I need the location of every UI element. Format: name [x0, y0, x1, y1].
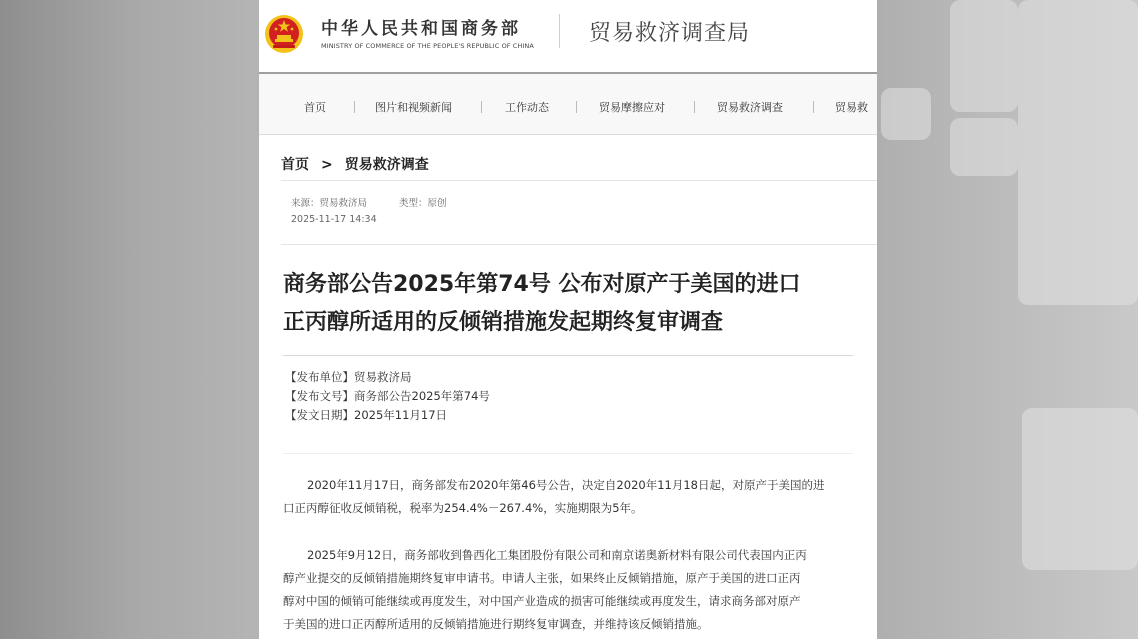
article-title-line: 商务部公告2025年第74号 公布对原产于美国的进口 [283, 272, 801, 297]
article-title-line: 正丙醇所适用的反倾销措施发起期终复审调查 [283, 310, 724, 335]
breadcrumb-divider [281, 180, 877, 181]
ministry-name: 中华人民共和国商务部 [321, 19, 521, 39]
bureau-name: 贸易救济调查局 [589, 21, 751, 46]
paragraph-line: 2025年9月12日，商务部收到鲁西化工集团股份有限公司和南京诺奥新材料有限公司代表国内正丙 [307, 548, 807, 562]
info-divider [283, 453, 853, 454]
main-navigation [259, 74, 877, 135]
article-source: 来源：贸易救济局 [291, 198, 368, 209]
background-tile [1022, 408, 1138, 570]
nav-item-photo-video-news[interactable]: 图片和视频新闻 [375, 101, 452, 114]
nav-separator [694, 101, 695, 113]
breadcrumb-current[interactable]: 贸易救济调查 [344, 157, 429, 173]
nav-item-trade-friction-response[interactable]: 贸易摩擦应对 [599, 101, 665, 114]
meta-divider [281, 244, 877, 245]
info-document-number: 【发布文号】商务部公告2025年第74号 [285, 389, 490, 403]
nav-item-trade-remedy-truncated[interactable]: 贸易救 [835, 101, 868, 114]
paragraph-line: 于美国的进口正丙醇所适用的反倾销措施进行期终复审调查，并维持该反倾销措施。 [283, 617, 709, 631]
info-issue-date: 【发文日期】2025年11月17日 [285, 408, 448, 422]
ministry-english-name: MINISTRY OF COMMERCE OF THE PEOPLE'S REPUBLIC OF CHINA [321, 42, 534, 50]
breadcrumb [281, 154, 429, 174]
national-emblem-icon [263, 12, 305, 56]
paragraph-line: 醇产业提交的反倾销措施期终复审申请书。申请人主张，如果终止反倾销措施，原产于美国的进口正丙 [283, 571, 801, 585]
article-type: 类型：原创 [399, 198, 447, 209]
background-tile [881, 88, 931, 140]
article-title [283, 266, 863, 342]
paragraph-line: 口正丙醇征收反倾销税，税率为254.4%－267.4%，实施期限为5年。 [283, 501, 643, 515]
nav-item-work-updates[interactable]: 工作动态 [505, 101, 549, 114]
nav-item-home[interactable]: 首页 [304, 101, 326, 114]
article-datetime: 2025-11-17 14:34 [291, 214, 377, 225]
article-paragraph [283, 544, 858, 636]
nav-separator [481, 101, 482, 113]
header-divider [559, 14, 560, 48]
nav-item-trade-remedy-investigation[interactable]: 贸易救济调查 [717, 101, 783, 114]
nav-separator [354, 101, 355, 113]
nav-separator [813, 101, 814, 113]
article-paragraph [283, 474, 858, 520]
breadcrumb-separator: > [321, 157, 333, 173]
breadcrumb-home[interactable]: 首页 [281, 157, 309, 173]
site-header [259, 0, 877, 74]
info-publisher: 【发布单位】贸易救济局 [285, 370, 412, 384]
nav-separator [576, 101, 577, 113]
webpage [259, 0, 877, 639]
background-tile [950, 0, 1018, 112]
title-divider [283, 355, 853, 356]
background-tile [1018, 0, 1138, 305]
paragraph-line: 2020年11月17日，商务部发布2020年第46号公告，决定自2020年11月18日起，对原产于美国的进 [307, 478, 825, 492]
background-tile [950, 118, 1018, 176]
paragraph-line: 醇对中国的倾销可能继续或再度发生，对中国产业造成的损害可能继续或再度发生，请求商务部对原产 [283, 594, 801, 608]
